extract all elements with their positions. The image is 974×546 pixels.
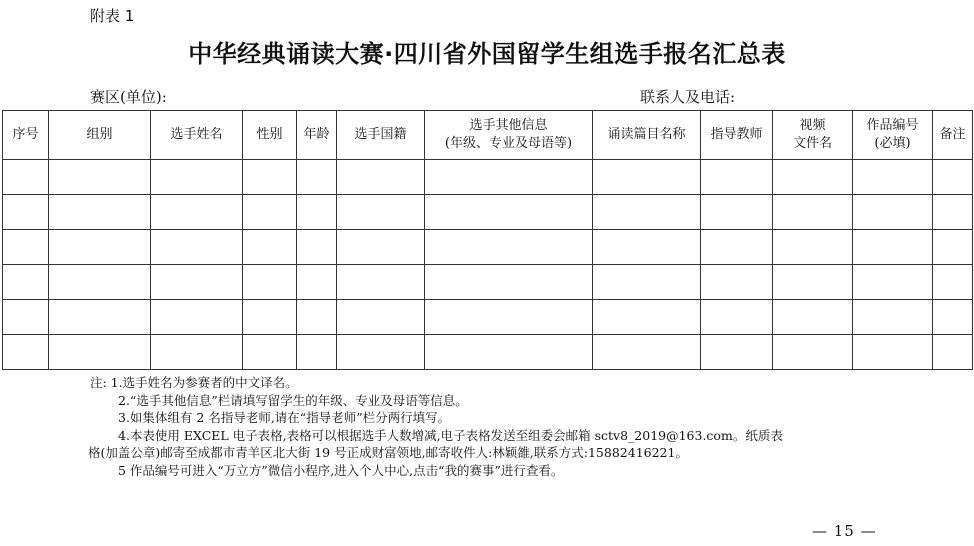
header-cell-group: 组别 — [49, 111, 151, 160]
table-row — [3, 335, 973, 370]
note-4: 4.本表使用 EXCEL 电子表格,表格可以根据选手人数增减,电子表格发送至组委会邮箱 sctv8_2019@163.com。纸质表 — [118, 427, 783, 443]
header-cell-piece-title: 诵读篇目名称 — [593, 111, 701, 160]
registration-table — [2, 110, 973, 370]
header-cell-index: 序号 — [3, 111, 49, 160]
region-label: 赛区(单位): — [90, 88, 167, 106]
table-row — [3, 230, 973, 265]
header-cell-work-id: 作品编号 (必填) — [853, 111, 933, 160]
contact-label: 联系人及电话: — [640, 88, 736, 106]
header-cell-remarks: 备注 — [933, 111, 973, 160]
note-5: 5 作品编号可进入“万立方”微信小程序,进入个人中心,点击“我的赛事”进行查看。 — [118, 462, 564, 478]
table-row — [3, 195, 973, 230]
note-2: 2.“选手其他信息”栏请填写留学生的年级、专业及母语等信息。 — [118, 392, 468, 408]
note-3: 3.如集体组有 2 名指导老师,请在“指导老师”栏分两行填写。 — [118, 410, 451, 426]
header-cell-age: 年龄 — [297, 111, 337, 160]
header-cell-video-file: 视频 文件名 — [773, 111, 853, 160]
table-row — [3, 300, 973, 335]
table-row — [3, 160, 973, 195]
header-cell-name: 选手姓名 — [151, 111, 243, 160]
header-cell-teacher: 指导教师 — [701, 111, 773, 160]
page-title: 中华经典诵读大赛·四川省外国留学生组选手报名汇总表 — [188, 40, 786, 68]
page-number: — 15 — — [812, 522, 877, 540]
appendix-label: 附表 1 — [90, 7, 135, 25]
note-1: 注: 1.选手姓名为参赛者的中文译名。 — [90, 375, 298, 390]
header-cell-nationality: 选手国籍 — [337, 111, 425, 160]
note-4-continued: 格(加盖公章)邮寄至成都市青羊区北大街 19 号正成财富领地,邮寄收件人:林颖雒,联系方式:15882416221。 — [88, 445, 688, 461]
table-header-row — [3, 111, 973, 160]
notes-section — [90, 374, 960, 480]
table-row — [3, 265, 973, 300]
header-cell-gender: 性别 — [243, 111, 297, 160]
header-cell-other-info: 选手其他信息 (年级、专业及母语等) — [425, 111, 593, 160]
